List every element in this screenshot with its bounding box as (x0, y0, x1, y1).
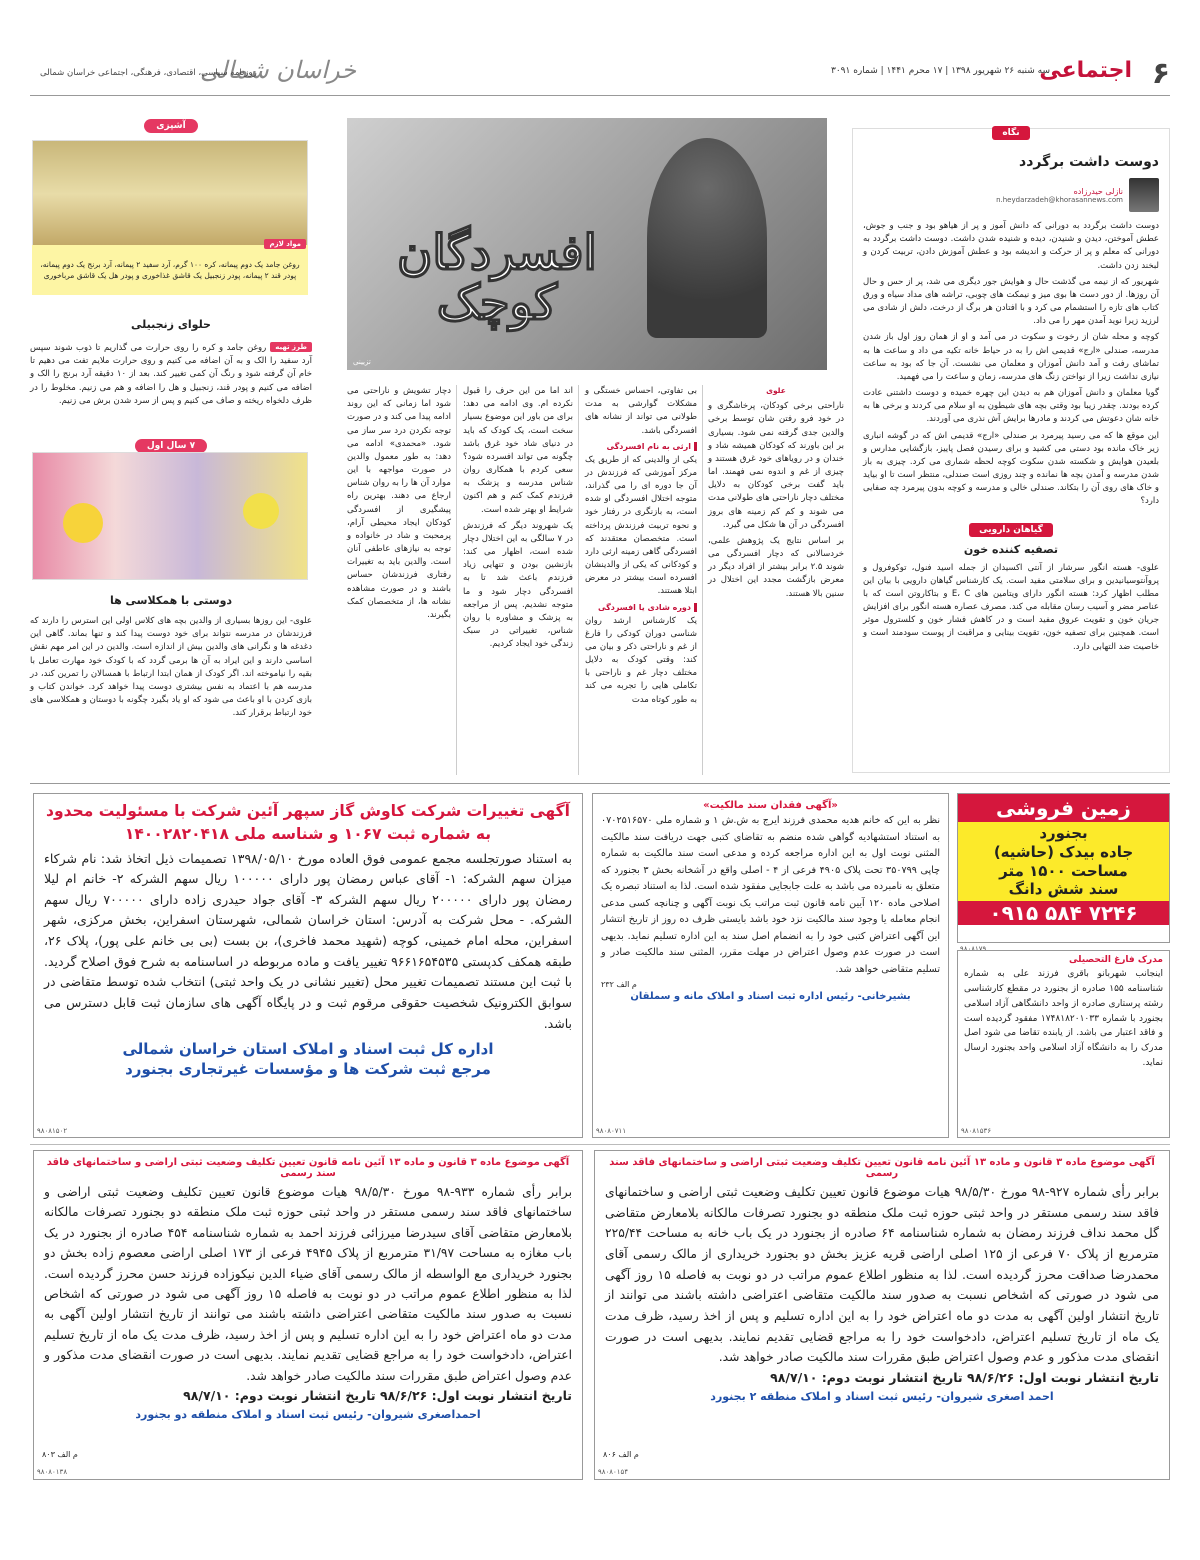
article-paragraph: اند اما من این حرف را قبول نکرده ام. وی ادامه می دهد: برای من باور این موضوع بسیار سخت است، یک کودک که باید در دنیای شاد خود غرق باشد چگونه می تواند افسرده شود؟ سعی کردم با همکاری روان شناس مدرسه و پزشک به فرزندم کمک کنم و هم اکنون شرایط او بهتر شده است. (463, 386, 573, 515)
lost-deed-body: نظر به این که خانم هدیه محمدی فرزند ایرج به ش.ش ۱ و شماره ملی ۰۷۰۲۵۱۶۵۷۰ به استناد استشهادیه گواهی شده منضم به تقاضای کتبی جهت دریافت سند مالکیت المثنی نوبت اول به این اداره مراجعه کرده و مدعی است سند مالکیت به شماره چاپی ۳۵۰۷۹۹ تحت پلاک ۴۹۰۵ فرعی از ۴ - اصلی واقع در آشخانه بخش ۳ بجنورد که متعلق به نامبرده می باشد به علت جابجایی مفقود شده است. لذا به استناد تبصره یک اصلاحی ماده ۱۲۰ آیین نامه قانون ثبت مراتب یک نوبت آگهی و چنانچه کسی مدعی انجام معامله یا وجود سند مالکیت نزد خود باشد بایستی ظرف ده روز از تاریخ انتشار این آگهی اعتراض کتبی خود را به انضمام اصل سند به این اداره تسلیم نماید. بدیهی است در صورت عدم وصول اعتراض در مهلت مقرر، المثنی سند مالکیت صادر و تسلیم متقاضی خواهد شد. (601, 815, 941, 975)
lost-deed-title: «آگهی فقدان سند مالکیت» (703, 800, 838, 811)
nagah-paragraph: گویا معلمان و دانش آموزان هم به دیدن این چهره خمیده و دوست داشتنی عادت کرده بودند. چقدر زیبا بود وقتی بچه های شیطون به او سلام می کردند و برخی ها به خانه شان دعوتش می کردند و مادرها برایش آش نذری می آوردند. (863, 388, 1159, 425)
divider (30, 1144, 1170, 1145)
article-column (585, 385, 697, 777)
article-paragraph: دچار تشویش و ناراحتی می شود اما زمانی که این روند ادامه پیدا می کند و در صورت توجه نکردن درد سر ساز می شود. «محمدی» ادامه می دهد: به طور معمول والدین در صورت مواجهه با این موارد آن ها را به روان شناس ارجاع می دهند. بهترین راه پیشگیری از افسردگی کودکان ایجاد محیطی آرام، پرمحبت و شاد در خانواده و توجه به نیازهای عاطفی آنان است. والدین باید به تغییرات رفتاری فرزندشان حساس باشند و در صورت مشاهده نشانه ها، از متخصصان کمک بگیرند. (346, 386, 451, 620)
hero-title-line2: کوچک (436, 275, 558, 332)
article-paragraph: یک شهروند دیگر که فرزندش در ۷ سالگی به این اختلال دچار شده است، اظهار می کند: بازنشین بودن و تنهایی زیاد فرزندم باعث شد تا به افسردگی دچار شود و ما متوجه نشدیم. پس از مراجعه به پزشک و مشاوره با روان شناس، تغییراتی در سبک زندگی خود ایجاد کردیم. (463, 520, 574, 650)
land-phone: ۰۹۱۵ ۵۸۴ ۷۲۴۶ (958, 901, 1169, 925)
balloon (63, 503, 103, 543)
nagah-title: دوست داشت برگردد (1019, 154, 1159, 170)
article-paragraph: یک کارشناس ارشد روان شناسی دوران کودکی را فارغ از غم و ناراحتی ذکر و بیان می کند: وقتی کودک به دلایل مختلف دچار غم و ناراحتی با تکاملی هایی را تجربه می کند به طور کوتاه مدت (585, 615, 697, 705)
vote-ad-right (594, 1150, 1170, 1480)
nagah-paragraph: این موقع ها که می رسید پیرمرد بر صندلی «ارج» قدیمی اش که در گوشه انباری زیر خاک مانده بود دستی می کشید و برای رسیدن فصل پاییز، بازگشایی مدارس و بلعیدن هوایش و شکسته شدن سکوت کوچه لحظه شماری می کرد. چیزی به باز شدن مدرسه و آمدن بچه ها نمانده و چند روزی است صندلی، منتظر است تا او بیاید و خاک های روی آن را بتکاند. صندلی خالی و مدرسه و کوچه بدون پیرمرد چه صفایی دارد؟ (863, 430, 1159, 507)
company-code: ۹۸۰۸۱۵۰۲ (37, 1127, 68, 1135)
ingredients-text: روغن جامد یک دوم پیمانه، کره ۱۰۰ گرم، آرد سفید ۲ پیمانه، آرد برنج یک دوم پیمانه، پودر قند ۲ پیمانه، پودر زنجبیل یک قاشق غذاخوری و پودر هل یک قاشق مرباخوری (40, 260, 300, 281)
recipe-title: حلوای زنجبیلی (131, 318, 211, 331)
giyahan-tag: گیاهان دارویی (969, 523, 1053, 537)
madrak-ad (957, 950, 1170, 1138)
author-photo (1129, 178, 1159, 212)
nagah-paragraph: شهریور که از نیمه می گذشت حال و هوایش جور دیگری می شد، پر از حس و حال آن روزها. از دور دست ها بوی میز و نیمکت های چوبی، تراشه های مداد سیاه و ورق کتاب های تازه را استشمام می کرد و با افتادن هر برگ از درخت، دلش از شادی می لرزید زیرا نوید آمدن مهر را می داد. (863, 276, 1159, 327)
divider (456, 385, 457, 775)
vote-right-code2: ۹۸۰۸۰۱۵۴ (598, 1468, 629, 1476)
company-foot2: مرجع ثبت شرکت ها و مؤسسات غیرتجاری بجنورد (125, 1060, 491, 1079)
recipe-method (30, 342, 312, 408)
company-ad (33, 793, 583, 1138)
vote-right-title: آگهی موضوع ماده ۳ قانون و ماده ۱۳ آئین نامه قانون تعیین تکلیف وضعیت ثبتی اراضی و ساختمانهای فاقد سند رسمی (609, 1157, 1155, 1179)
vote-left-body: برابر رأی شماره ۹۳۳-۹۸ مورخ ۹۸/۵/۳۰ هیات موضوع قانون تعیین تکلیف وضعیت ثبتی اراضی و ساختمانهای فاقد سند رسمی مستقر در واحد ثبتی حوزه ثبت ملک منطقه دو بجنورد تصرفات مالکانه بلامعارض متقاضی آقای سیدرضا میرزائی فرزند احمد به شماره شناسنامه ۴۵۴ صادره از بجنورد در یک باب مغازه به مساحت ۳۱/۹۷ مترمربع از پلاک ۴۹۴۵ فرعی از ۱۷۳ اصلی اراضی معصوم زاده بخش دو بجنورد خریداری مع الواسطه از مالک رسمی آقای ضیاء الدین نیکوزاده فرزند حسن محرز گردیده است. لذا به منظور اطلاع عموم مراتب در دو نوبت به فاصله ۱۵ روز آگهی می شود در صورتی که اشخاص نسبت به صدور سند مالکیت متقاضی اعتراضی داشته باشند می توانند از تاریخ انتشار اولین آگهی به مدت دو ماه اعتراض خود را به این اداره تسلیم و پس از اخذ رسید، ظرف مدت یک ماه از تاریخ تسلیم اعتراض، دادخواست خود را به مراجع قضایی تقدیم نمایند. بدیهی است در صورت انقضای مدت مذکور و عدم وصول اعتراض طبق مقررات سند مالکیت صادر خواهد شد. (44, 1185, 573, 1383)
land-headline: زمین فروشی (958, 794, 1169, 822)
school-body-wrap (30, 615, 312, 720)
vote-left-dates: تاریخ انتشار نوبت اول: ۹۸/۶/۲۶ تاریخ انتشار نوبت دوم: ۹۸/۷/۱۰ (183, 1388, 572, 1404)
land-ad (957, 793, 1170, 953)
lost-deed-code2: ۹۸۰۸۰۷۱۱ (596, 1127, 627, 1135)
child-figure (647, 138, 767, 338)
hero-image (347, 118, 827, 370)
school-tag: ۷ سال اول (135, 439, 207, 453)
divider (702, 385, 703, 775)
school-body: علوی- این روزها بسیاری از والدین بچه های کلاس اولی این استرس را دارند که فرزندشان در مدرسه نتواند برای خود دوست پیدا کند و تنها بماند. گاهی این دغدغه ها و نگرانی های والدین بیش از اندازه است. والدین در این امر مهم نقش اساسی دارند و این ایراد به آن ها برمی گردد که با کودک خود مهارت تعامل با بقیه را نیاموخته اند. اگر کودک از همان ابتدا ارتباط با همسالان را تمرین کند، در مدرسه هم با اعتماد به نفس بیشتری دوست پیدا خواهد کرد. خواندن کتاب و بازی کردن با او باعث می شود که او یاد بگیرد چگونه با دوستان و همکلاسی های خود ارتباط برقرار کند. (30, 616, 312, 719)
ingredients-box (32, 240, 308, 295)
balloon (243, 493, 279, 529)
page-number: ۶ (1151, 56, 1170, 91)
company-title: آگهی تغییرات شرکت کاوش گاز سپهر آئین شرکت با مسئولیت محدود به شماره ثبت ۱۰۶۷ و شناسه ملی ۱۴۰۰۲۸۲۰۴۱۸ (46, 802, 570, 844)
ashpazi-tag-wrap (30, 113, 312, 132)
land-line3: مساحت ۱۵۰۰ متر (999, 861, 1128, 880)
lost-deed-signature: بشیرخانی- رئیس اداره ثبت اسناد و املاک مانه و سملقان (630, 991, 911, 1002)
vote-right-body: برابر رأی شماره ۹۲۷-۹۸ مورخ ۹۸/۵/۳۰ هیات موضوع قانون تعیین تکلیف وضعیت ثبتی اراضی و ساختمانهای فاقد سند رسمی مستقر در واحد ثبتی حوزه ثبت ملک منطقه دو بجنورد تصرفات مالکانه بلامعارض متقاضی گل محمد نداف فرزند رمضان به شماره شناسنامه ۶۴ صادره از بجنورد در یک باب خانه به مساحت ۲۲۵/۴۴ مترمربع از پلاک ۷۰ فرعی از ۱۲۵ اصلی اراضی قریه عزیز بخش دو بجنورد خریداری از مالک رسمی آقای محمدرضا صداقت محرز گردیده است. لذا به منظور اطلاع عموم مراتب در دو نوبت به فاصله ۱۵ روز آگهی می شود در صورتی که اشخاص نسبت به صدور سند مالکیت متقاضی اعتراضی داشته باشند می توانند از تاریخ انتشار اولین آگهی به مدت دو ماه اعتراض خود را به این اداره تسلیم و پس از اخذ رسید، ظرف مدت یک ماه از تاریخ تسلیم اعتراض، دادخواست خود را به مراجع قضایی تقدیم نمایند. بدیهی است در صورت انقضای مدت مذکور و عدم وصول اعتراض طبق مقررات سند مالکیت صادر خواهد شد. (605, 1185, 1159, 1365)
lost-deed-ad (592, 793, 949, 1138)
madrak-body: اینجانب شهربانو باقری فرزند علی به شماره شناسنامه ۱۵۵ صادره از بجنورد در مقطع کارشناسی رشته پرستاری صادره از واحد دانشگاهی آزاد اسلامی بجنورد با شماره ۱۷۴۸۱۸۲۰۱۰۳۳ مفقود گردیده است و فاقد اعتبار می باشد. از یابنده تقاضا می شود اصل مدرک را به دانشگاه آزاد اسلامی واحد بجنورد ارسال نماید. (964, 969, 1163, 1069)
vote-left-code: م الف ۸۰۳ (42, 1450, 78, 1459)
photo-credit: تزیینی (353, 358, 371, 366)
ingredients-tag: مواد لازم (264, 239, 306, 249)
paper-description: روزنامه سیاسی، اقتصادی، فرهنگی، اجتماعی خراسان شمالی (40, 68, 257, 78)
school-image (32, 452, 308, 580)
vote-right-code: م الف ۸۰۶ (603, 1450, 639, 1459)
lost-deed-code: م الف ۲۳۲ (601, 980, 637, 989)
vote-right-dates: تاریخ انتشار نوبت اول: ۹۸/۶/۲۶ تاریخ انتشار نوبت دوم: ۹۸/۷/۱۰ (770, 1369, 1159, 1385)
company-foot1: اداره کل ثبت اسناد و املاک استان خراسان شمالی (122, 1040, 494, 1059)
nagah-paragraph: دوست داشت برگردد به دورانی که دانش آموز و پر از هیاهو بود و جنب و جوش، عطش آموختن، دیدن و شنیدن، دیده و شنیده شدن داشت. دوست داشت برگردد به دورانی که معلم و پر از حرکت و اندیشه بود و عطش آموزش دادن، تربیت کردن و لبخند زدن داشت. (863, 221, 1159, 271)
divider (30, 783, 1170, 784)
hero-title-line1: افسردگان (397, 225, 597, 281)
vote-left-title: آگهی موضوع ماده ۳ قانون و ماده ۱۳ آئین نامه قانون تعیین تکلیف وضعیت ثبتی اراضی و ساختمانهای فاقد سند رسمی (46, 1157, 570, 1179)
article-paragraph: بر اساس نتایج یک پژوهش علمی، خردسالانی که دچار افسردگی می شوند ۲.۵ برابر بیشتر از افراد دیگر در معرض بازگشت مجدد این اختلال در سنین بالا هستند. (708, 535, 844, 599)
land-code: ۹۸۰۸۱۷۹ (960, 945, 987, 953)
school-tag-wrap (30, 433, 312, 452)
method-tag: طرز تهیه (270, 342, 312, 352)
nagah-tag: نگاه (992, 126, 1029, 140)
land-line4: سند شش دانگ (1008, 880, 1119, 899)
article-column (463, 385, 573, 777)
vote-left-code2: ۹۸۰۸۰۱۳۸ (37, 1468, 68, 1476)
nagah-paragraph: کوچه و محله شان از رخوت و سکوت در می آمد و او از همان روز اول باز شدن مدرسه، صندلی «ارج» قدیمی اش را به در حیاط خانه تکیه می داد و ساعت ها به تماشای رفت و آمد دانش آموزان و معلمان می نشست. آن جا که بود به ساعت نیازی نداشت زیرا از نواختن زنگ های مدرسه، زمان و ساعت را می فهمید. (863, 332, 1159, 382)
article-byline: علوی (766, 386, 786, 395)
school-title: دوستی با همکلاسی ها (109, 594, 233, 607)
method-text: روغن جامد و کره را روی حرارت می گذاریم تا ذوب شوند سپس آرد سفید را الک و به آن اضافه می کنیم و روی حرارت ملایم تفت می دهیم تا خام آن گرفته شود و رنگ آن کمی تغییر کند. بعد از ۱۰ دقیقه آرد برنج را الک و اضافه می کنیم و پودر قند، زنجبیل و هل را اضافه و هم می زنیم. مخلوط را در ظرف دلخواه ریخته و صاف می کنیم و پس از سرد شدن برش می زنیم. (30, 343, 312, 406)
madrak-code: ۹۸۰۸۱۵۳۶ (961, 1127, 992, 1135)
article-subheading: دوره شادی یا افسردگی (585, 603, 697, 612)
company-body: به استناد صورتجلسه مجمع عمومی فوق العاده مورخ ۱۳۹۸/۰۵/۱۰ تصمیمات ذیل اتخاذ شد: نام شرکاء میزان سهم الشرکه: ۱- آقای عباس رمضان پور دارای ۱۰۰۰۰۰ ریال سهم الشرکه ۲- خانم ام لیلا رمضان پور دارای ۲۰۰۰۰۰ ریال سهم الشرکه ۳- آقای جواد حیدری زاده دارای ۷۰۰۰۰۰ ریال سهم الشرکه. - محل شرکت به آدرس: استان خراسان شمالی، شهرستان اسفراین، بخش مرکزی، شهر اسفراین، محله امام خمینی، کوچه (شهید محمد فاخری)، بن بست (بی بی خانم علی پور)، پلاک ۲۶، طبقه همکف کدپستی ۹۶۶۱۶۵۴۵۳۵ تغییر یافت و ماده مربوطه در اساسنامه به شرح فوق اصلاح گردید. با ثبت این مستند تصمیمات تغییر محل (تغییر نشانی در یک واحد ثبتی) انتخاب شده توسط متقاضی در سوابق الکترونیک شخصیت حقوقی مرقوم ثبت و در پایگاه آگهی های سازمان ثبت قابل دسترس می باشد. (44, 850, 573, 1031)
article-column (708, 385, 844, 777)
vote-ad-left (33, 1150, 583, 1480)
section-title: اجتماعی (1039, 58, 1132, 83)
giyahan-title: تصفیه کننده خون (963, 542, 1059, 556)
article-column (347, 385, 451, 777)
nagah-column (852, 128, 1170, 773)
land-line1: بجنورد (1039, 824, 1088, 842)
article-subheading: ارثی به نام افسردگی (585, 442, 697, 451)
ashpazi-tag: آشپزی (144, 119, 197, 133)
madrak-title: مدرک فارغ التحصیلی (1069, 955, 1163, 965)
land-line2: جاده بیدک (حاشیه) (993, 842, 1134, 861)
article-paragraph: یکی از والدینی که از طریق یک مرکز آموزشی که فرزندش در آن جا دوره ای را می گذراند، متوجه اختلال افسردگی او شده است، به بازنگری در رفتار خود و نحوه تربیت فرزندش پرداخته است. متخصصان معتقدند که افسردگی گاهی زمینه ارثی دارد و کودکانی که یکی از والدینشان افسرده است بیشتر در معرض ابتلا هستند. (585, 454, 697, 597)
vote-left-signature: احمداصغری شیروان- رئیس ثبت اسناد و املاک منطقه دو بجنورد (135, 1408, 481, 1422)
newspaper-logo: خراسان شمالی (200, 56, 357, 84)
article-paragraph: بی تفاوتی، احساس خستگی و مشکلات گوارشی به مدت طولانی می تواند از نشانه های افسردگی باشد. (585, 386, 697, 436)
page-header (30, 52, 1170, 96)
giyahan-body: علوی- هسته انگور سرشار از آنتی اکسیدان از جمله اسید فنول، توکوفرول و پروآنتوسیانیدین و برای سلامتی مفید است. یک کارشناس گیاهان دارویی با بیان این مطلب اظهار کرد: هسته انگور دارای ویتامین های E، C و بتاکاروتن است که با عناصر مضر و آسیب رسان مقابله می کند. مصرف عصاره هسته انگور برای افزایش جریان خون و تقویت عروق مفید است و در کاهش فشار خون و کلسترول موثر است. همچنین برای تصفیه خون، تقویت بینایی و مراقبت از پوست سودمند است و خاصیت ضد التهابی دارد. (863, 562, 1159, 652)
date-line: سه شنبه ۲۶ شهریور ۱۳۹۸ | ۱۷ محرم ۱۴۴۱ | شماره ۳۰۹۱ (831, 66, 1050, 76)
divider (578, 385, 579, 775)
article-paragraph: ناراحتی برخی کودکان، پرخاشگری و در خود فرو رفتن شان توسط برخی والدین جدی گرفته نمی شود. بسیاری بر این باورند که کودکان همیشه شاد و خندان و در رویاهای خود غرق هستند و چیزی از غم و اندوه نمی فهمند. اما باید گفت برخی کودکان به دلایل مختلف دچار ناراحتی های طولانی مدت می شوند و کم کم زمینه های بروز افسردگی در آن ها شکل می گیرد. (708, 401, 844, 530)
author-name: نازلی حیدرزاده (1073, 186, 1123, 196)
vote-right-signature: احمد اصغری شیروان- رئیس ثبت اسناد و املاک منطقه ۲ بجنورد (710, 1389, 1054, 1403)
author-email: n.heydarzadeh@khorasannews.com (996, 195, 1123, 204)
